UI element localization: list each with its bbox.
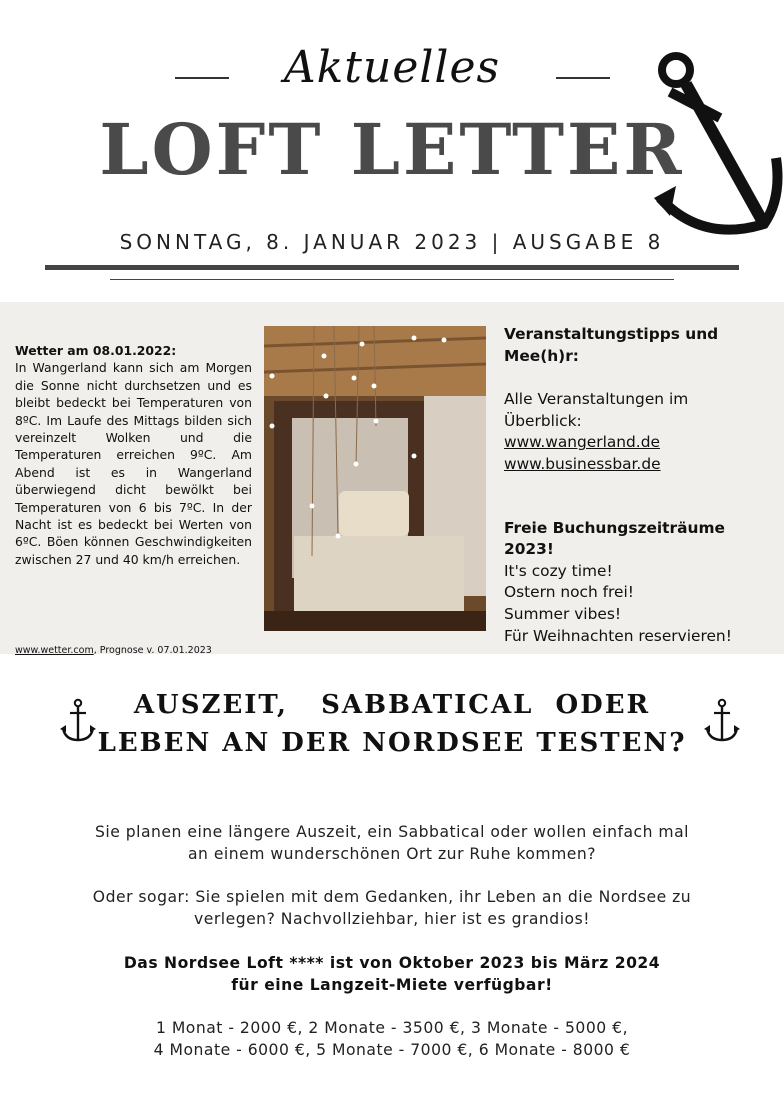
script-title: Aktuelles [283, 42, 501, 93]
info-band [0, 302, 784, 654]
link-businessbar[interactable]: www.businessbar.de [504, 454, 661, 473]
newsletter-header [0, 0, 784, 302]
booking-line: Ostern noch frei! [504, 583, 634, 602]
events-section [504, 324, 774, 647]
masthead-title: LOFT LETTER [99, 108, 685, 191]
article-paragraph-1 [60, 821, 724, 865]
offer-line: für eine Langzeit-Miete verfügbar! [231, 976, 553, 994]
article-headline [0, 686, 784, 762]
bedroom-photo [264, 326, 486, 631]
offer-line: Das Nordsee Loft **** ist von Oktober 2023 bis März 2024 [123, 954, 661, 972]
link-wangerland[interactable]: www.wangerland.de [504, 433, 660, 452]
paragraph-line: Oder sogar: Sie spielen mit dem Gedanken, ihr Leben an die Nordsee zu [92, 888, 692, 906]
weather-section [15, 342, 252, 656]
events-heading-line-1: Veranstaltungstipps und [504, 325, 719, 343]
paragraph-line: verlegen? Nachvollziehbar, hier ist es grandios! [194, 910, 590, 928]
price-line: 4 Monate - 6000 €, 5 Monate - 7000 €, 6 Monate - 8000 € [153, 1041, 631, 1059]
weather-text: In Wangerland kann sich am Morgen die Sonne nicht durchsetzen und es bleibt bedeckt bei Temperaturen von 8ºC. Im Laufe des Mittags bilden sich vereinzelt Wolken und die Temperaturen erreichen 9ºC. Am Abend ist es in Wangerland überwiegend dicht bewölkt bei Temperaturen von 6 bis 7ºC. In der Nacht ist es bedeckt bei Werten von 6ºC. Böen können Geschwindigkeiten zwischen 27 und 40 km/h erreichen. [15, 360, 252, 567]
offer-text [60, 952, 724, 996]
weather-source-link[interactable]: www.wetter.com [15, 645, 94, 656]
booking-line: Für Weihnachten reservieren! [504, 626, 732, 645]
weather-heading: Wetter am 08.01.2022: [15, 343, 177, 358]
booking-line: It's cozy time! [504, 561, 613, 580]
paragraph-line: an einem wunderschönen Ort zur Ruhe kommen? [187, 845, 597, 863]
booking-heading: Freie Buchungszeiträume 2023! [504, 518, 725, 559]
dateline: SONNTAG, 8. JANUAR 2023 | AUSGABE 8 [119, 230, 665, 254]
paragraph-line: Sie planen eine längere Auszeit, ein Sabbatical oder wollen einfach mal [94, 823, 690, 841]
events-intro-line-1: Alle Veranstaltungen im [504, 390, 689, 409]
weather-source [15, 642, 255, 659]
header-rule-thin [110, 279, 674, 280]
headline-line-1: AUSZEIT, SABBATICAL ODER [133, 690, 651, 720]
weather-source-note: , Prognose v. 07.01.2023 [93, 645, 212, 656]
article-paragraph-2 [60, 886, 724, 930]
price-list [60, 1017, 724, 1061]
booking-line: Summer vibes! [504, 604, 622, 623]
events-heading-line-2: Mee(h)r: [504, 346, 579, 365]
anchor-icon [652, 48, 784, 238]
header-rule [45, 265, 739, 270]
events-intro-line-2: Überblick: [504, 411, 582, 430]
headline-line-2: LEBEN AN DER NORDSEE TESTEN? [97, 728, 687, 758]
price-line: 1 Monat - 2000 €, 2 Monate - 3500 €, 3 Monate - 5000 €, [155, 1019, 629, 1037]
